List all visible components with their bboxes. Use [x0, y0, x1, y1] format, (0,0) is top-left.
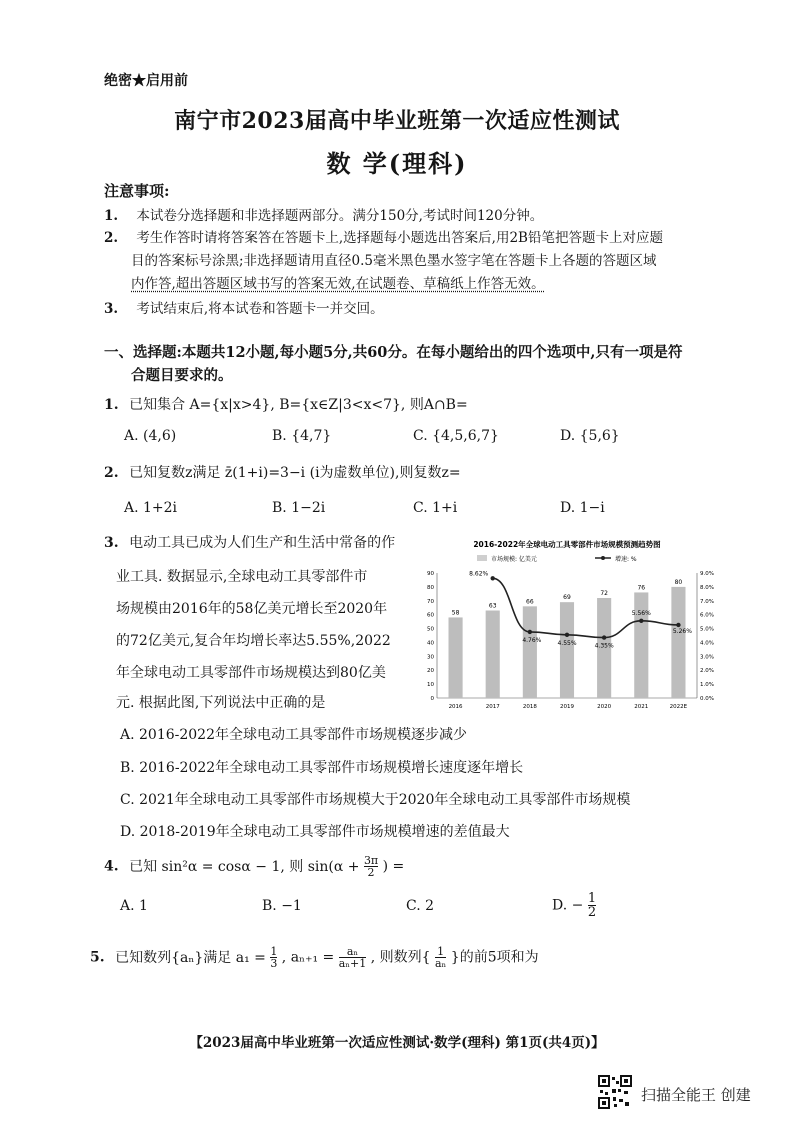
question-stem: 已知集合 A={x|x>4}, B={x∈Z|3<x<7}, 则A∩B= [129, 397, 468, 413]
question-stem: , aₙ₊₁ = [281, 949, 339, 966]
question-3 [104, 532, 395, 552]
x-tick-label: 2020 [597, 704, 612, 710]
bar-data-label: 66 [526, 598, 534, 606]
question-number: 5. [90, 949, 105, 966]
chart-bar [560, 602, 574, 698]
q2-option-b: B. 1−2i [272, 500, 326, 516]
y-tick-label-right: 3.0% [700, 654, 714, 661]
q4-option-c: C. 2 [406, 898, 435, 914]
notice-heading: 注意事项: [104, 182, 170, 200]
q1-option-b: B. {4,7} [272, 428, 332, 444]
notice-item-num: 2. [104, 230, 119, 246]
y-tick-label-right: 6.0% [700, 612, 714, 619]
rate-data-label: 5.56% [631, 609, 651, 617]
exam-title: 南宁市2023届高中毕业班第一次适应性测试 [174, 108, 620, 134]
y-tick-label-right: 2.0% [700, 668, 714, 675]
q4-option-a: A. 1 [120, 898, 148, 914]
question-5 [90, 946, 539, 969]
fraction [270, 946, 277, 969]
legend-label-size: 市场规模: 亿美元 [491, 556, 537, 563]
q4-option-b: B. −1 [262, 898, 302, 914]
growth-rate-line [493, 578, 679, 637]
fraction-denominator: 2 [587, 905, 597, 920]
q3-option-d: D. 2018-2019年全球电动工具零部件市场规模增速的差值最大 [120, 824, 510, 840]
chart-bar [486, 611, 500, 699]
growth-rate-point [676, 623, 680, 627]
question-stem-line: 元. 根据此图,下列说法中正确的是 [116, 695, 326, 711]
y-tick-label-left: 80 [427, 584, 434, 591]
notice-item-text: 考生作答时请将答案答在答题卡上,选择题每小题选出答案后,用2B铅笔把答题卡上对应题 [136, 230, 663, 246]
q2-option-d: D. 1−i [560, 500, 605, 516]
growth-rate-point [565, 633, 569, 637]
question-2 [104, 462, 461, 482]
q2-option-a: A. 1+2i [124, 500, 178, 516]
fraction-numerator: 1 [437, 945, 445, 958]
legend-bar-swatch [477, 555, 487, 561]
question-stem-end: }的前5项和为 [450, 949, 539, 966]
y-tick-label-left: 90 [427, 571, 434, 577]
y-tick-label-left: 10 [427, 682, 434, 689]
y-tick-label-right: 0.0% [700, 696, 714, 702]
q4-option-d [552, 892, 596, 919]
notice-item-2-line-2: 目的答案标号涂黑;非选择题请用直径0.5毫米黑色墨水签字笔在答题卡上各题的答题区域 [131, 253, 657, 269]
fraction-numerator: 1 [587, 891, 597, 906]
chart-title: 2016-2022年全球电动工具零部件市场规模预测趋势图 [473, 540, 661, 549]
rate-data-label: 4.55% [557, 639, 577, 647]
x-tick-label: 2016 [448, 704, 463, 710]
notice-item-2-line-3: 内作答,超出答题区域书写的答案无效,在试题卷、草稿纸上作答无效。 [131, 276, 545, 292]
question-4 [104, 855, 404, 878]
fraction-denominator: 2 [364, 866, 378, 878]
fraction-numerator: 3π [363, 854, 379, 867]
section-heading-line-2: 合题目要求的。 [131, 367, 233, 384]
page-footer: 【2023届高中毕业班第一次适应性测试·数学(理科) 第1页(共4页)】 [189, 1035, 605, 1051]
rate-data-label: 4.35% [594, 642, 614, 650]
rate-data-label: 4.76% [522, 636, 542, 644]
scanner-watermark: 扫描全能王 创建 [641, 1086, 751, 1104]
chart-bar [523, 606, 537, 698]
fraction-denominator: aₙ [435, 957, 447, 970]
bar-data-label: 58 [451, 609, 460, 617]
question-number: 4. [104, 858, 119, 875]
growth-rate-point [639, 619, 643, 623]
question-number: 2. [104, 465, 119, 481]
rate-data-label: 8.62% [469, 570, 489, 578]
q3-option-c: C. 2021年全球电动工具零部件市场规模大于2020年全球电动工具零部件市场规模 [120, 792, 631, 808]
fraction [339, 946, 367, 969]
fraction [588, 892, 596, 919]
bar-data-label: 63 [488, 602, 497, 610]
y-tick-label-right: 9.0% [700, 571, 714, 577]
question-number: 3. [104, 535, 119, 551]
legend-line-marker [601, 556, 605, 560]
fraction-numerator: aₙ [346, 945, 359, 958]
y-tick-label-right: 1.0% [700, 682, 714, 689]
y-tick-label-left: 20 [427, 668, 434, 675]
q1-option-d: D. {5,6} [560, 428, 620, 444]
y-tick-label-left: 60 [427, 612, 434, 619]
y-tick-label-right: 4.0% [700, 640, 714, 647]
x-tick-label: 2019 [560, 704, 574, 710]
notice-item-1 [104, 204, 543, 224]
y-tick-label-left: 70 [427, 598, 434, 605]
fraction-denominator: 3 [270, 957, 278, 970]
growth-rate-point [528, 630, 532, 634]
y-tick-label-right: 8.0% [700, 584, 714, 591]
market-size-chart [405, 533, 730, 713]
q3-option-b: B. 2016-2022年全球电动工具零部件市场规模增长速度逐年增长 [120, 760, 524, 776]
y-tick-label-right: 7.0% [700, 598, 714, 605]
q1-option-a: A. (4,6) [124, 428, 177, 444]
y-tick-label-left: 30 [427, 654, 434, 661]
chart-bar [634, 592, 648, 698]
notice-item-3 [104, 297, 384, 317]
growth-rate-point [491, 576, 495, 580]
x-tick-label: 2021 [634, 704, 649, 710]
section-heading: 一、选择题:本题共12小题,每小题5分,共60分。在每小题给出的四个选项中,只有一项是符 [104, 344, 683, 361]
bar-data-label: 72 [600, 590, 608, 597]
bar-data-label: 80 [674, 578, 683, 586]
question-1 [104, 394, 468, 414]
question-stem-line: 年全球电动工具零部件市场规模达到80亿美 [116, 665, 386, 681]
x-tick-label: 2018 [522, 704, 537, 710]
question-stem-line: 的72亿美元,复合年均增长率达5.55%,2022 [116, 633, 391, 649]
fraction-numerator: 1 [270, 945, 278, 958]
q1-option-c: C. {4,5,6,7} [413, 428, 499, 444]
growth-rate-point [602, 635, 606, 639]
bar-data-label: 69 [563, 594, 571, 602]
bar-data-label: 76 [637, 584, 646, 592]
qr-code-icon [598, 1075, 632, 1109]
question-stem-end: ) = [382, 858, 405, 875]
question-stem: 已知 sin²α = cosα − 1, 则 sin(α + [129, 858, 364, 875]
y-tick-label-right: 5.0% [700, 626, 714, 633]
chart-bar [671, 587, 685, 698]
chart-bar [449, 617, 463, 698]
fraction [435, 946, 446, 969]
question-stem-line: 电动工具已成为人们生产和生活中常备的作 [129, 535, 396, 551]
y-tick-label-left: 40 [427, 640, 434, 647]
fraction [364, 855, 378, 878]
question-number: 1. [104, 397, 119, 413]
y-tick-label-left: 50 [427, 626, 434, 633]
question-stem: 已知数列{aₙ}满足 a₁ = [115, 949, 271, 966]
notice-item-text: 本试卷分选择题和非选择题两部分。满分150分,考试时间120分钟。 [136, 208, 544, 224]
confidential-label: 绝密★启用前 [104, 73, 188, 89]
question-stem-line: 场规模由2016年的58亿美元增长至2020年 [116, 601, 388, 617]
exam-subtitle: 数 学(理科) [326, 149, 468, 178]
q2-option-c: C. 1+i [413, 500, 458, 516]
notice-item-num: 3. [104, 301, 119, 317]
fraction-denominator: aₙ+1 [338, 957, 367, 970]
notice-item-text: 考试结束后,将本试卷和答题卡一并交回。 [136, 301, 384, 317]
y-tick-label-left: 0 [430, 696, 434, 702]
legend-label-rate: 增速: % [615, 556, 637, 563]
x-tick-label: 2022E [669, 704, 688, 710]
q3-option-a: A. 2016-2022年全球电动工具零部件市场规模逐步减少 [120, 727, 467, 743]
notice-item-num: 1. [104, 208, 119, 224]
x-tick-label: 2017 [485, 704, 500, 710]
rate-data-label: 5.26% [672, 627, 692, 635]
notice-item-2 [104, 226, 663, 246]
option-label: D. − [552, 897, 584, 914]
question-stem: , 则数列{ [370, 949, 431, 966]
question-stem-line: 业工具. 数据显示,全球电动工具零部件市 [116, 569, 368, 585]
question-stem: 已知复数z满足 z̄(1+i)=3−i (i为虚数单位),则复数z= [129, 465, 461, 481]
